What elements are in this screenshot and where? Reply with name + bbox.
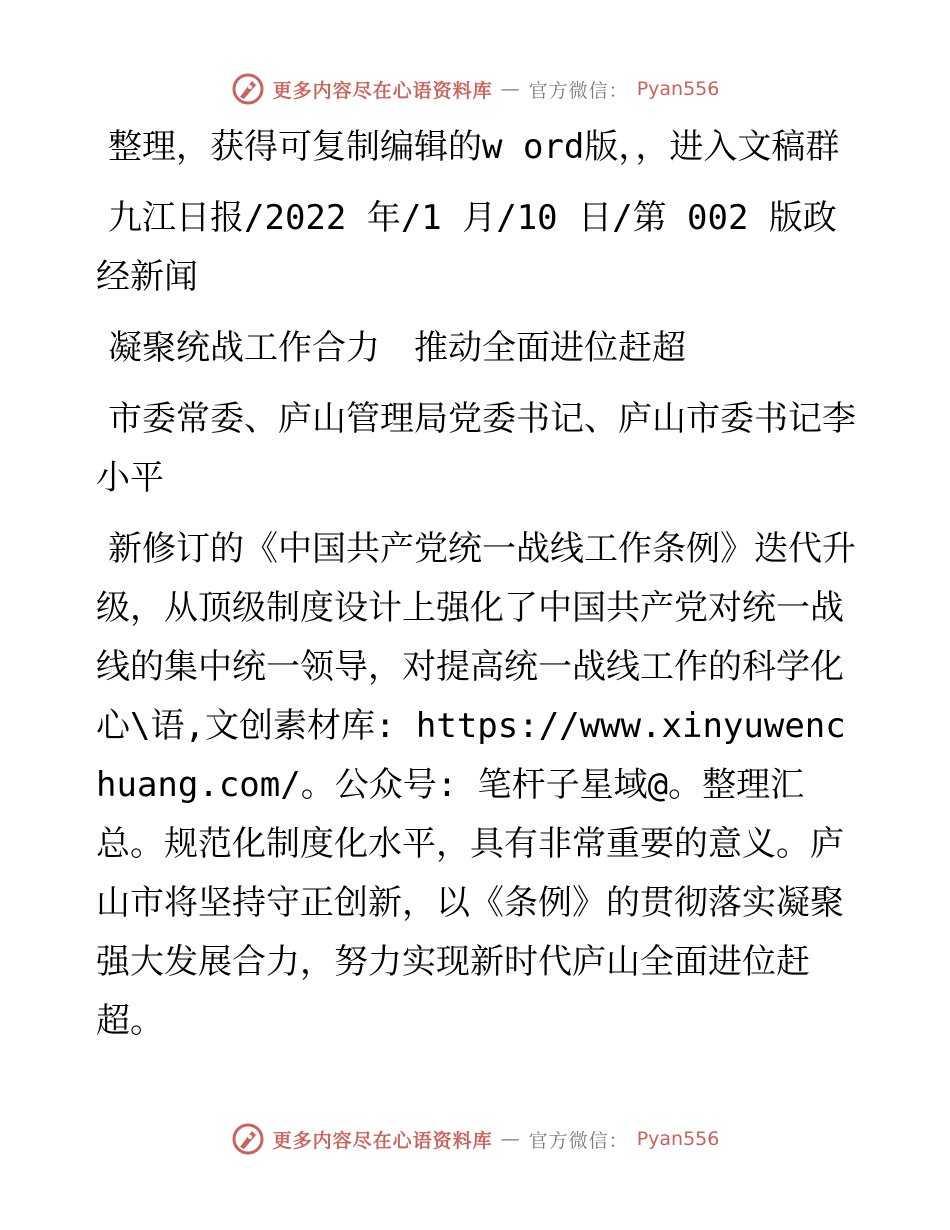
paragraph-intro: 整理，获得可复制编辑的w ord版，，进入文稿群 xyxy=(108,127,840,167)
paragraph-body: 新修订的《中国共产党统一战线工作条例》迭代升级，从顶级制度设计上强化了中国共产党对统一战线的集中统一领导，对提高统一战线工作的科学化心\语,文创素材库: https://www.xinyuwenchuang.com/。公众号: 笔杆子星域@。整理汇总。规范化制度化水平，具有非常重要的意义。庐山市将坚持守正创新，以《条例》的贯彻落实凝聚强大发展合力，努力实现新时代庐山全面进位赶超。 xyxy=(96,529,856,1041)
watermark-separator: — xyxy=(500,78,521,100)
watermark-brand: 更多内容尽在心语资料库 xyxy=(272,1129,493,1152)
paragraph-source: 九江日报/2022 年/1 月/10 日/第 002 版政经新闻 xyxy=(96,198,837,297)
paragraph-headline: 凝聚统战工作合力 推动全面进位赶超 xyxy=(108,328,686,368)
watermark-separator: — xyxy=(500,1128,521,1150)
footer-watermark xyxy=(0,1122,950,1156)
header-watermark xyxy=(0,72,950,106)
pen-nib-logo-icon xyxy=(231,1122,265,1156)
pen-nib-logo-icon xyxy=(231,72,265,106)
watermark-official-label: 官方微信： xyxy=(528,79,629,102)
watermark-brand: 更多内容尽在心语资料库 xyxy=(272,79,493,102)
document-body xyxy=(96,118,856,1061)
paragraph-author: 市委常委、庐山管理局党委书记、庐山市委书记李小平 xyxy=(96,399,856,498)
watermark-account: Pyan556 xyxy=(636,78,720,100)
watermark-official-label: 官方微信： xyxy=(528,1129,629,1152)
watermark-account: Pyan556 xyxy=(636,1128,720,1150)
